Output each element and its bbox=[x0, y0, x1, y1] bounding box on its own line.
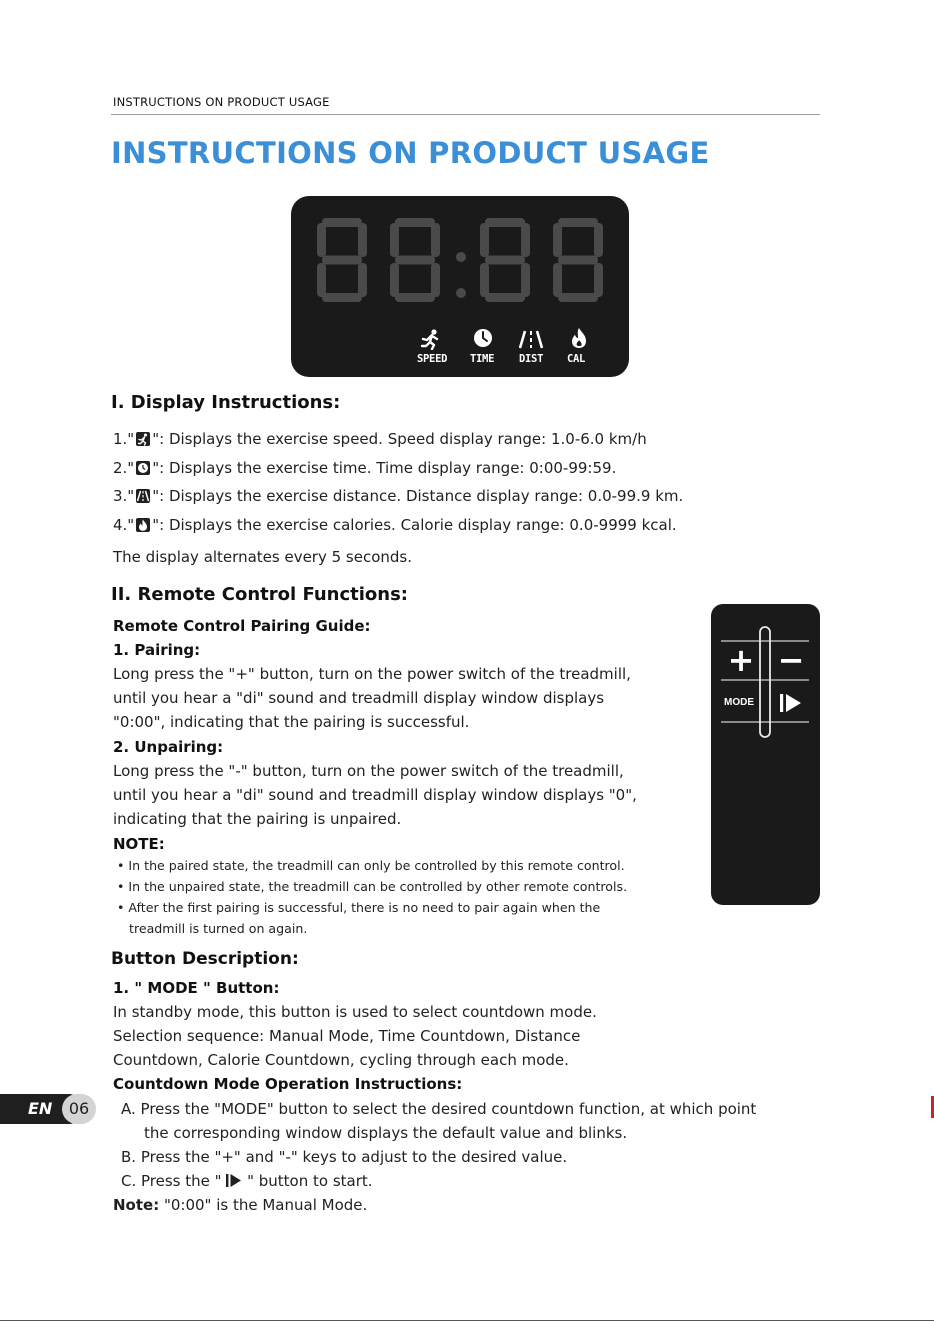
digit-segment bbox=[553, 223, 562, 257]
countdown-step-a-continued: the corresponding window displays the default value and blinks. bbox=[144, 1124, 628, 1142]
speed-inline-icon bbox=[136, 432, 150, 446]
digit-segment bbox=[594, 223, 603, 257]
colon-dot-top bbox=[456, 252, 466, 262]
digit-segment bbox=[553, 263, 562, 297]
remote-functions-heading: II. Remote Control Functions: bbox=[111, 584, 409, 605]
remote-control-illustration bbox=[711, 604, 820, 905]
pairing-line: Long press the "+" button, turn on the power switch of the treadmill, bbox=[113, 665, 631, 683]
digit-segment bbox=[390, 263, 399, 297]
display-alternation-note: The display alternates every 5 seconds. bbox=[113, 548, 412, 566]
unpairing-line: Long press the "-" button, turn on the power switch of the treadmill, bbox=[113, 762, 624, 780]
note-label: Note: bbox=[113, 1196, 160, 1214]
language-label: EN bbox=[28, 1099, 53, 1118]
countdown-step-b: B. Press the "+" and "-" keys to adjust to the desired value. bbox=[121, 1148, 568, 1166]
digit-segment bbox=[390, 223, 399, 257]
digit-segment bbox=[594, 263, 603, 297]
seven-segment-digits bbox=[291, 196, 629, 377]
start-pause-inline-icon bbox=[226, 1174, 242, 1187]
note-title: NOTE: bbox=[113, 835, 165, 853]
calorie-inline-icon bbox=[136, 518, 150, 532]
note-item: • In the unpaired state, the treadmill can be controlled by other remote controls. bbox=[117, 879, 628, 894]
unpairing-title: 2. Unpairing: bbox=[113, 738, 224, 756]
time-inline-icon bbox=[136, 461, 150, 475]
treadmill-display-illustration bbox=[291, 196, 629, 377]
page-number: 06 bbox=[62, 1094, 96, 1124]
digit-segment bbox=[317, 263, 326, 297]
note-item: • In the paired state, the treadmill can only be controlled by this remote control. bbox=[117, 858, 625, 873]
indicator-label-speed: SPEED bbox=[417, 353, 448, 365]
road-icon bbox=[519, 329, 543, 349]
digit-segment bbox=[521, 223, 530, 257]
indicator-label-dist: DIST bbox=[519, 353, 544, 365]
digit-segment bbox=[358, 263, 367, 297]
colon-dot-bottom bbox=[456, 288, 466, 298]
digit-segment bbox=[317, 223, 326, 257]
display-item-distance: 3." ": Displays the exercise distance. Distance display range: 0.0-99.9 km. bbox=[113, 487, 684, 505]
pairing-line: until you hear a "di" sound and treadmill display window displays bbox=[113, 689, 605, 707]
indicator-label-cal: CAL bbox=[567, 353, 586, 365]
digit-segment bbox=[485, 293, 525, 302]
running-header: INSTRUCTIONS ON PRODUCT USAGE bbox=[113, 95, 330, 109]
digit-segment bbox=[558, 256, 598, 265]
countdown-instructions-title: Countdown Mode Operation Instructions: bbox=[113, 1075, 463, 1093]
display-instructions-heading: I. Display Instructions: bbox=[111, 392, 341, 413]
digit-segment bbox=[485, 256, 525, 265]
countdown-step-c: C. Press the " " button to start. bbox=[121, 1172, 373, 1190]
digit-segment bbox=[395, 293, 435, 302]
remote-minus-button: − bbox=[777, 641, 805, 679]
runner-icon bbox=[419, 328, 441, 350]
digit-segment bbox=[521, 263, 530, 297]
pairing-title: 1. Pairing: bbox=[113, 641, 201, 659]
pairing-guide-heading: Remote Control Pairing Guide: bbox=[113, 617, 371, 635]
digit-segment bbox=[395, 256, 435, 265]
unpairing-line: until you hear a "di" sound and treadmill display window displays "0", bbox=[113, 786, 637, 804]
manual-mode-note: Note: "0:00" is the Manual Mode. bbox=[113, 1196, 368, 1214]
digit-segment bbox=[431, 223, 440, 257]
remote-plus-button: + bbox=[727, 641, 755, 679]
digit-segment bbox=[558, 218, 598, 227]
note-item: treadmill is turned on again. bbox=[129, 921, 308, 936]
digit-segment bbox=[395, 218, 435, 227]
digit-segment bbox=[358, 223, 367, 257]
digit-segment bbox=[558, 293, 598, 302]
page-title: INSTRUCTIONS ON PRODUCT USAGE bbox=[111, 136, 710, 170]
digit-segment bbox=[322, 256, 362, 265]
mode-button-title: 1. " MODE " Button: bbox=[113, 979, 280, 997]
bottom-divider bbox=[0, 1320, 934, 1321]
digit-segment bbox=[480, 263, 489, 297]
flame-icon bbox=[570, 327, 588, 349]
digit-segment bbox=[431, 263, 440, 297]
button-description-heading: Button Description: bbox=[111, 949, 299, 969]
display-item-time: 2." ": Displays the exercise time. Time display range: 0:00-99:59. bbox=[113, 459, 617, 477]
indicator-label-time: TIME bbox=[470, 353, 495, 365]
header-divider bbox=[111, 114, 820, 115]
display-item-calories: 4." ": Displays the exercise calories. Calorie display range: 0.0-9999 kcal. bbox=[113, 516, 677, 534]
unpairing-line: indicating that the pairing is unpaired. bbox=[113, 810, 402, 828]
mode-line: Countdown, Calorie Countdown, cycling through each mode. bbox=[113, 1051, 569, 1069]
mode-line: Selection sequence: Manual Mode, Time Countdown, Distance bbox=[113, 1027, 581, 1045]
remote-mode-button: MODE bbox=[724, 697, 754, 708]
note-item: • After the first pairing is successful, there is no need to pair again when the bbox=[117, 900, 601, 915]
digit-segment bbox=[322, 293, 362, 302]
countdown-step-a: A. Press the "MODE" button to select the desired countdown function, at which point bbox=[121, 1100, 757, 1118]
digit-segment bbox=[485, 218, 525, 227]
display-item-speed: 1." ": Displays the exercise speed. Speed display range: 1.0-6.0 km/h bbox=[113, 430, 647, 448]
pairing-line: "0:00", indicating that the pairing is successful. bbox=[113, 713, 470, 731]
mode-line: In standby mode, this button is used to select countdown mode. bbox=[113, 1003, 597, 1021]
digit-segment bbox=[480, 223, 489, 257]
distance-inline-icon bbox=[136, 489, 150, 503]
digit-segment bbox=[322, 218, 362, 227]
clock-icon bbox=[473, 328, 493, 348]
remote-start-pause-icon bbox=[779, 693, 803, 713]
